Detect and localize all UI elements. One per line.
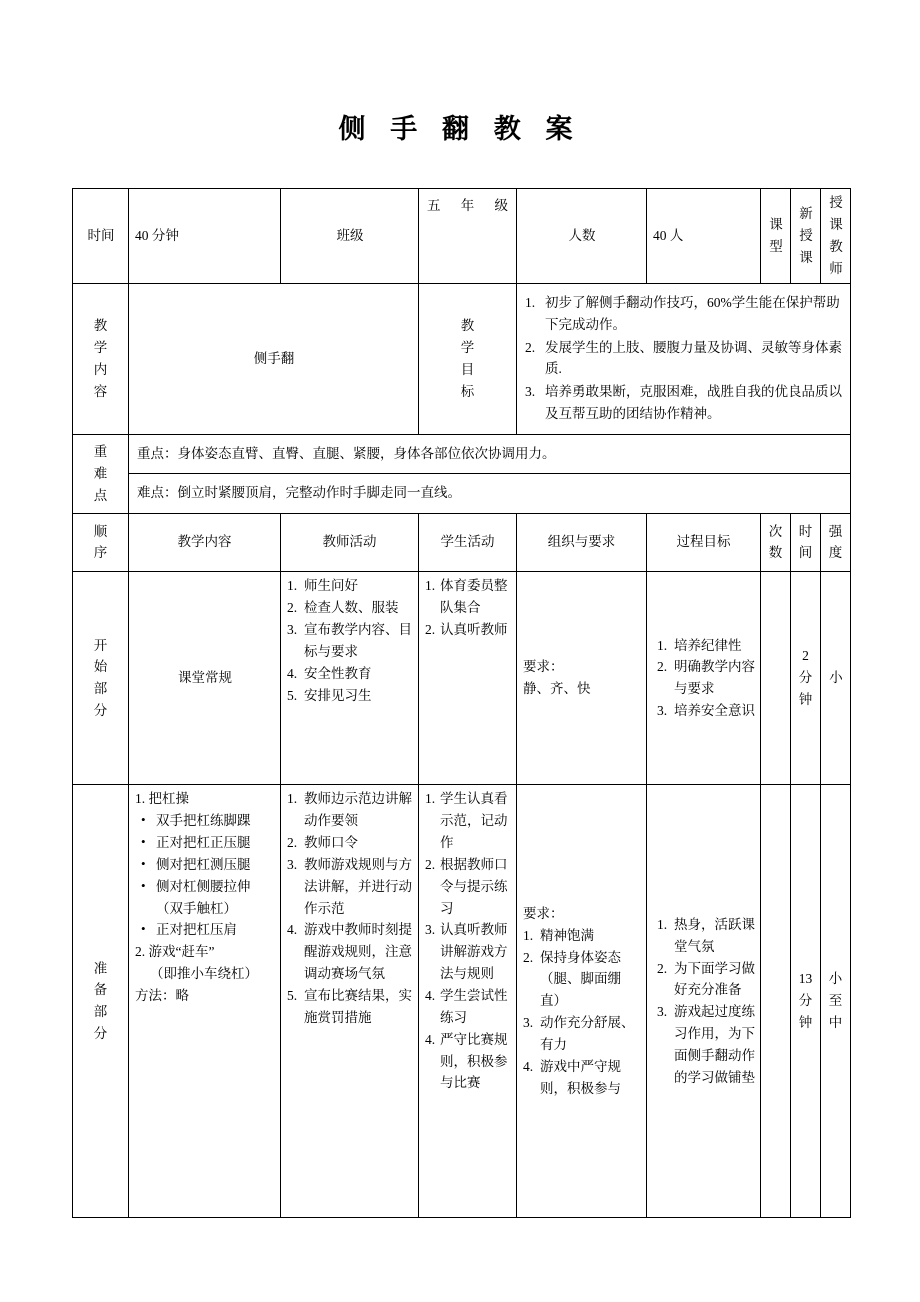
- item-number: 2.: [523, 949, 534, 965]
- intensity-char: 小: [828, 971, 843, 987]
- row-duration: [791, 785, 821, 1218]
- item-number: 2.: [657, 960, 668, 976]
- item-text: 精神饱满: [540, 927, 594, 943]
- item-text: 师生问好: [304, 578, 358, 594]
- class-value: 五 年 级: [419, 189, 517, 283]
- goal-item: [525, 292, 844, 336]
- duration-char: 钟: [798, 1015, 813, 1031]
- list-item: [523, 1012, 641, 1056]
- hdr-char: 顺: [93, 523, 108, 539]
- teaching-content-label: [73, 283, 129, 434]
- row-intensity: [821, 785, 851, 1218]
- column-header-row: [73, 513, 851, 572]
- list-item: [287, 985, 413, 1029]
- item-number: 3.: [287, 856, 298, 872]
- list-item: [425, 985, 511, 1029]
- teacher-activity-list: [287, 575, 413, 706]
- course-type-value: 新授课: [791, 189, 821, 283]
- duration-char: 分: [798, 670, 813, 686]
- col-header-process-goal: 过程目标: [647, 513, 761, 572]
- order-char: 准: [93, 960, 108, 976]
- item-text: 安全性教育: [304, 665, 372, 681]
- item-number: 4.: [287, 922, 298, 938]
- label-char-1: 教: [93, 318, 108, 334]
- item-number: 2.: [287, 600, 298, 616]
- label-char-2: 学: [93, 340, 108, 356]
- col-header-intensity: [821, 513, 851, 572]
- item-text: 根据教师口令与提示练习: [440, 856, 508, 916]
- kd-char-3: 点: [93, 487, 108, 503]
- list-item: [523, 947, 641, 1013]
- order-char: 分: [93, 703, 108, 719]
- item-text: 保持身体姿态（腿、脚面绷直）: [540, 949, 621, 1009]
- item-number: 2.: [657, 659, 668, 675]
- intensity-char: 中: [828, 1015, 843, 1031]
- item-number: 1.: [523, 927, 534, 943]
- item-number: 4.: [287, 665, 298, 681]
- item-text: 宣布比赛结果，实施赏罚措施: [304, 988, 412, 1025]
- content-goal-row: [73, 283, 851, 434]
- item-text: 体育委员整队集合: [440, 578, 508, 616]
- item-text: 认真听教师: [440, 622, 508, 637]
- list-item: [657, 914, 755, 958]
- item-number: 3.: [523, 1015, 534, 1031]
- item-number: 3.: [657, 703, 668, 719]
- row-teaching-content: [129, 785, 281, 1218]
- row-duration: [791, 572, 821, 785]
- item-text: 严守比赛规则，积极参与比赛: [440, 1031, 508, 1091]
- item-number: 2.: [287, 835, 298, 850]
- teacher-activity-list: [287, 788, 413, 1028]
- order-char: 开: [93, 637, 108, 653]
- hdr-char: 序: [93, 545, 108, 561]
- list-item: • 双手把杠练脚踝: [135, 810, 275, 832]
- time-value: 40 分钟: [129, 189, 281, 283]
- content-method: 方法：略: [135, 988, 189, 1004]
- col-header-teaching-content: 教学内容: [129, 513, 281, 572]
- content-item-2-sub: （即推小车绕杠）: [150, 966, 258, 982]
- class-label: 班级: [281, 189, 419, 283]
- list-item: [657, 958, 755, 1002]
- item-text: 游戏起过度练习作用，为下面侧手翻动作的学习做铺垫: [674, 1004, 755, 1085]
- item-number: 1.: [287, 791, 298, 807]
- item-number: 1.: [657, 637, 668, 653]
- content-bullet-list: [135, 810, 275, 941]
- count-label: 人数: [517, 189, 647, 283]
- student-activity-list: [425, 575, 511, 641]
- item-number: 5.: [287, 687, 298, 703]
- item-text: 动作充分舒展、有力: [540, 1015, 635, 1053]
- teaching-content-value: 侧手翻: [129, 283, 419, 434]
- order-char: 始: [93, 659, 108, 675]
- goal-number: 3.: [525, 384, 536, 400]
- hdr-char: 数: [768, 545, 783, 561]
- order-char: 备: [93, 982, 108, 998]
- list-item: • 侧对杠侧腰拉伸（双手触杠）: [135, 876, 275, 920]
- item-text: 明确教学内容与要求: [674, 659, 755, 697]
- item-number: 1.: [657, 916, 668, 932]
- list-item: [287, 619, 413, 663]
- list-item: [523, 1056, 641, 1100]
- goal-list: [525, 292, 844, 425]
- list-item: [425, 788, 511, 854]
- row-order-preparation: [73, 785, 129, 1218]
- item-text: 宣布教学内容、目标与要求: [304, 622, 412, 659]
- goal-item: [525, 381, 844, 425]
- difficulty-row: [73, 474, 851, 513]
- col-header-order: [73, 513, 129, 572]
- hdr-char: 强: [828, 523, 843, 539]
- item-number: 5.: [287, 988, 298, 1004]
- item-text: 教师游戏规则与方法讲解，并进行动作示范: [304, 856, 412, 916]
- item-number: 1.: [425, 578, 436, 594]
- list-item: [425, 854, 511, 920]
- row-times: [761, 572, 791, 785]
- intensity-char: 至: [828, 993, 843, 1009]
- goal-number: 1.: [525, 294, 536, 310]
- row-process-goal: [647, 572, 761, 785]
- item-text: 为下面学习做好充分准备: [674, 960, 755, 998]
- goal-text: 初步了解侧手翻动作技巧，60%学生能在保护帮助下完成动作。: [545, 294, 840, 332]
- key-difficulty-label: [73, 434, 129, 513]
- item-text: 培养安全意识: [674, 703, 755, 719]
- item-text: 教师口令: [304, 835, 358, 850]
- row-times: [761, 785, 791, 1218]
- list-item: [287, 685, 413, 707]
- list-item: [657, 1001, 755, 1088]
- item-text: 学生认真看示范，记动作: [440, 791, 508, 850]
- key-point-row: [73, 434, 851, 473]
- order-char: 部: [93, 1004, 108, 1020]
- item-number: 4.: [425, 988, 436, 1004]
- content-item-2: 2. 游戏“赶车”: [135, 944, 215, 960]
- list-item: [287, 597, 413, 619]
- item-text: 学生尝试性练习: [440, 988, 508, 1025]
- goal-item: [525, 337, 844, 381]
- item-number: 3.: [657, 1004, 668, 1020]
- table-row: [73, 785, 851, 1218]
- list-item: [425, 919, 511, 985]
- list-item: [287, 919, 413, 985]
- list-item: • 正对把杠压肩: [135, 919, 275, 941]
- teaching-goals: [517, 283, 851, 434]
- duration-char: 2: [802, 648, 809, 664]
- col-header-teacher-activity: 教师活动: [281, 513, 419, 572]
- list-item: [523, 925, 641, 947]
- duration-char: 分: [798, 993, 813, 1009]
- process-goal-list: [657, 914, 755, 1089]
- organization-header: 要求：: [523, 905, 564, 921]
- kd-char-2: 难: [93, 465, 108, 481]
- process-goal-list: [657, 635, 755, 722]
- organization-text: 静、齐、快: [523, 681, 591, 697]
- row-organization: [517, 572, 647, 785]
- kd-char-1: 重: [93, 443, 108, 459]
- item-text: 游戏中严守规则，积极参与: [540, 1058, 621, 1096]
- list-item: [657, 656, 755, 700]
- content-item-1: 1. 把杠操: [135, 791, 189, 807]
- goal-char-2: 学: [460, 340, 475, 356]
- item-text: 认真听教师讲解游戏方法与规则: [440, 922, 508, 982]
- list-item: [287, 832, 413, 854]
- teacher-label: 授课教师: [821, 189, 851, 283]
- item-number: 3.: [425, 922, 436, 938]
- order-char: 分: [93, 1026, 108, 1042]
- item-text: 检查人数、服装: [304, 600, 399, 616]
- row-organization: [517, 785, 647, 1218]
- teaching-goal-label: [419, 283, 517, 434]
- hdr-char: 度: [828, 545, 843, 561]
- table-row: [73, 572, 851, 785]
- row-intensity: 小: [821, 572, 851, 785]
- item-number: 3.: [287, 622, 298, 637]
- row-student-activity: [419, 572, 517, 785]
- goal-text: 发展学生的上肢、腰腹力量及协调、灵敏等身体素质.: [545, 339, 842, 377]
- page-title: 侧 手 翻 教 案: [338, 114, 582, 144]
- key-point-text: 重点：身体姿态直臂、直臀、直腿、紧腰，身体各部位依次协调用力。: [129, 434, 851, 473]
- label-char-3: 内: [93, 361, 108, 377]
- row-process-goal: [647, 785, 761, 1218]
- list-item: [287, 788, 413, 832]
- goal-number: 2.: [525, 339, 536, 355]
- student-activity-list: [425, 788, 511, 1094]
- list-item: [287, 854, 413, 920]
- course-type-label: 课型: [761, 189, 791, 283]
- row-student-activity: [419, 785, 517, 1218]
- row-teaching-content: 课堂常规: [129, 572, 281, 785]
- order-char: 部: [93, 681, 108, 697]
- goal-text: 培养勇敢果断，克服困难，战胜自我的优良品质以及互帮互助的团结协作精神。: [545, 384, 842, 422]
- list-item: • 侧对把杠测压腿: [135, 854, 275, 876]
- row-teacher-activity: [281, 572, 419, 785]
- list-item: [425, 575, 511, 619]
- row-order-beginning: [73, 572, 129, 785]
- item-number: 1.: [287, 578, 298, 594]
- item-number: 2.: [425, 856, 436, 872]
- col-header-organization: 组织与要求: [517, 513, 647, 572]
- duration-char: 钟: [798, 692, 813, 708]
- list-item: [657, 700, 755, 722]
- item-number: 4.: [523, 1058, 534, 1074]
- hdr-char: 时: [798, 523, 813, 539]
- col-header-student-activity: 学生活动: [419, 513, 517, 572]
- list-item: [425, 619, 511, 641]
- goal-char-3: 目: [460, 361, 475, 377]
- organization-header: 要求：: [523, 659, 564, 675]
- col-header-duration: [791, 513, 821, 572]
- duration-char: 13: [798, 971, 813, 987]
- list-item: [287, 575, 413, 597]
- item-text: 游戏中教师时刻提醒游戏规则，注意调动赛场气氛: [304, 922, 412, 982]
- time-label: 时间: [73, 189, 129, 283]
- row-teacher-activity: [281, 785, 419, 1218]
- item-text: 安排见习生: [304, 687, 372, 703]
- item-text: 热身，活跃课堂气氛: [674, 916, 755, 954]
- list-item: [425, 1029, 511, 1095]
- list-item: • 正对把杠正压腿: [135, 832, 275, 854]
- list-item: [287, 663, 413, 685]
- item-number: 2.: [425, 622, 436, 637]
- difficulty-text: 难点：倒立时紧腰顶肩，完整动作时手脚走同一直线。: [129, 474, 851, 513]
- info-row: [73, 189, 851, 283]
- organization-list: [523, 925, 641, 1100]
- goal-char-1: 教: [460, 318, 475, 334]
- hdr-char: 间: [798, 545, 813, 561]
- hdr-char: 次: [768, 523, 783, 539]
- item-text: 教师边示范边讲解动作要领: [304, 791, 412, 829]
- lesson-plan-table: [72, 188, 851, 1218]
- item-number: 4.: [425, 1031, 436, 1047]
- col-header-times: [761, 513, 791, 572]
- goal-char-4: 标: [460, 383, 475, 399]
- list-item: [657, 635, 755, 657]
- count-value: 40 人: [647, 189, 761, 283]
- label-char-4: 容: [93, 383, 108, 399]
- item-number: 1.: [425, 791, 436, 807]
- item-text: 培养纪律性: [674, 637, 742, 653]
